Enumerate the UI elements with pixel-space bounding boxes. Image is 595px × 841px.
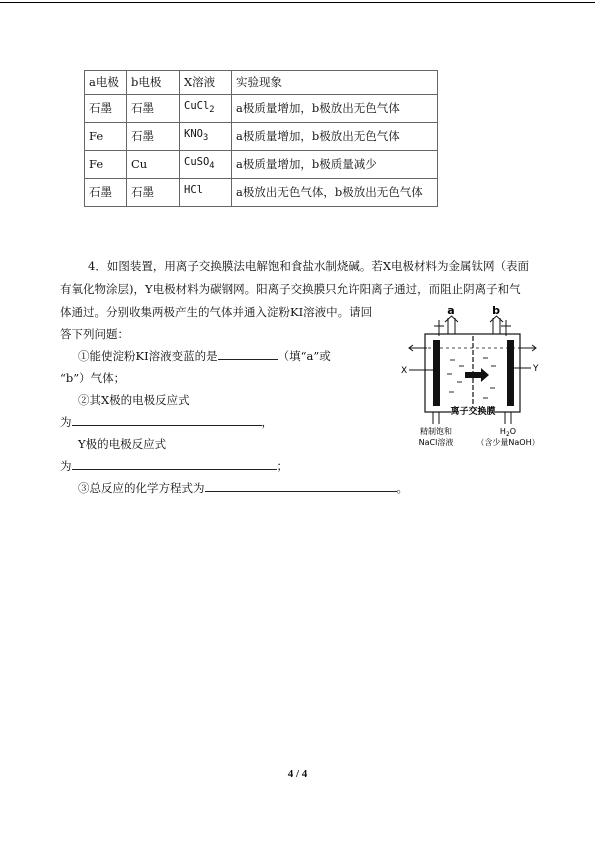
subscript: 2 (209, 105, 215, 116)
subscript: 3 (202, 133, 209, 144)
question-4-line-2: 有氧化物涂层)，Y电极材料为碳钢网。阳离子交换膜只允许阳离子通过，而阻止阴离子和气 (60, 282, 521, 296)
question-4-line-1: 4．如图装置，用离子交换膜法电解饱和食盐水制烧碱。若X电极材料为金属钛网（表面 (88, 259, 529, 273)
table-header-row (85, 71, 438, 95)
sub-question-3: Y极的电极反应式 (78, 437, 167, 451)
wei-label: 为 (60, 415, 72, 429)
cell-b: 石墨 (127, 123, 180, 151)
sub-question-2: ②其X极的电极反应式 (78, 393, 190, 407)
electrode-x (433, 340, 440, 406)
sub-question-1-cont: “b”）气体； (60, 371, 126, 385)
header-phenomenon: 实验现象 (232, 71, 438, 95)
subscript: 4 (209, 161, 215, 172)
inlet-right-icon (505, 412, 511, 424)
arrow-out-right-icon (518, 345, 536, 351)
sub-question-2-answer-line (60, 412, 273, 432)
sub-question-1 (78, 346, 331, 366)
sub-question-4 (78, 478, 408, 498)
header-a-electrode: a电极 (85, 71, 127, 95)
right-inlet-label-1 (500, 427, 516, 438)
table-row (85, 179, 438, 207)
formula: CuCl (184, 100, 210, 112)
line-end-period: 。 (396, 481, 408, 495)
cell-x (180, 123, 232, 151)
left-inlet-label-2: NaCl溶液 (418, 438, 454, 447)
cell-phenomenon: a极质量增加，b极放出无色气体 (232, 95, 438, 123)
cell-phenomenon: a极质量增加，b极质量减少 (232, 151, 438, 179)
right-inlet-label-2: （含少量NaOH） (476, 438, 540, 447)
line-end-comma: ， (261, 415, 273, 429)
water-h: H (499, 427, 506, 436)
question-4-line-3: 体通过。分别收集两极产生的气体并通入淀粉KI溶液中。请回 (60, 305, 373, 319)
gas-outlet-b (490, 316, 503, 334)
label-y: Y (533, 364, 539, 374)
cell-x (180, 179, 232, 207)
wei-label: 为 (60, 459, 72, 473)
sub-question-4-text: ③总反应的化学方程式为 (78, 481, 205, 495)
cell-b: 石墨 (127, 179, 180, 207)
label-x: X (401, 366, 408, 376)
cell-b: Cu (127, 151, 180, 179)
answer-blank-2[interactable] (72, 412, 262, 426)
header-b-electrode: b电极 (127, 71, 180, 95)
question-4-line-4: 答下列问题： (60, 327, 129, 341)
inlet-left-icon (433, 412, 439, 424)
experiment-table (84, 70, 438, 207)
answer-blank-3[interactable] (72, 456, 277, 470)
label-a: a (447, 304, 455, 317)
formula: CuSO (184, 156, 210, 169)
cell-phenomenon: a极质量增加，b极放出无色气体 (232, 123, 438, 151)
membrane-label: 离子交换膜 (450, 407, 496, 417)
electrolysis-diagram (395, 300, 545, 448)
cell-b: 石墨 (127, 95, 180, 123)
formula: KNO (184, 128, 203, 141)
sub-question-3-answer-line (60, 456, 288, 476)
table-row (85, 151, 438, 179)
water-sub: 2 (505, 431, 510, 438)
cell-a: 石墨 (85, 95, 127, 123)
line-end-semicolon: ； (276, 459, 288, 473)
electrode-y (507, 340, 514, 406)
table-row (85, 95, 438, 123)
label-b: b (492, 304, 500, 317)
cation-flow-arrow-icon (465, 368, 489, 382)
cell-a: Fe (85, 123, 127, 151)
gas-outlet-a (445, 316, 458, 334)
cell-phenomenon: a极放出无色气体，b极放出无色气体 (232, 179, 438, 207)
water-o: O (509, 427, 517, 436)
table-row (85, 123, 438, 151)
cell-a: Fe (85, 151, 127, 179)
cell-a: 石墨 (85, 179, 127, 207)
header-rule (0, 2, 595, 3)
left-inlet-label-1: 精制饱和 (420, 427, 452, 436)
cell-x (180, 95, 232, 123)
sub-question-1-suffix: （填“a”或 (277, 349, 331, 363)
page-number: 4 / 4 (287, 768, 308, 780)
cell-x (180, 151, 232, 179)
answer-blank-4[interactable] (205, 478, 397, 492)
header-x-solution: X溶液 (180, 71, 232, 95)
answer-blank-1[interactable] (218, 346, 278, 360)
arrow-out-left-icon (409, 345, 427, 351)
sub-question-1-prefix: ①能使淀粉KI溶液变蓝的是 (78, 349, 218, 363)
formula: HCl (184, 184, 203, 197)
